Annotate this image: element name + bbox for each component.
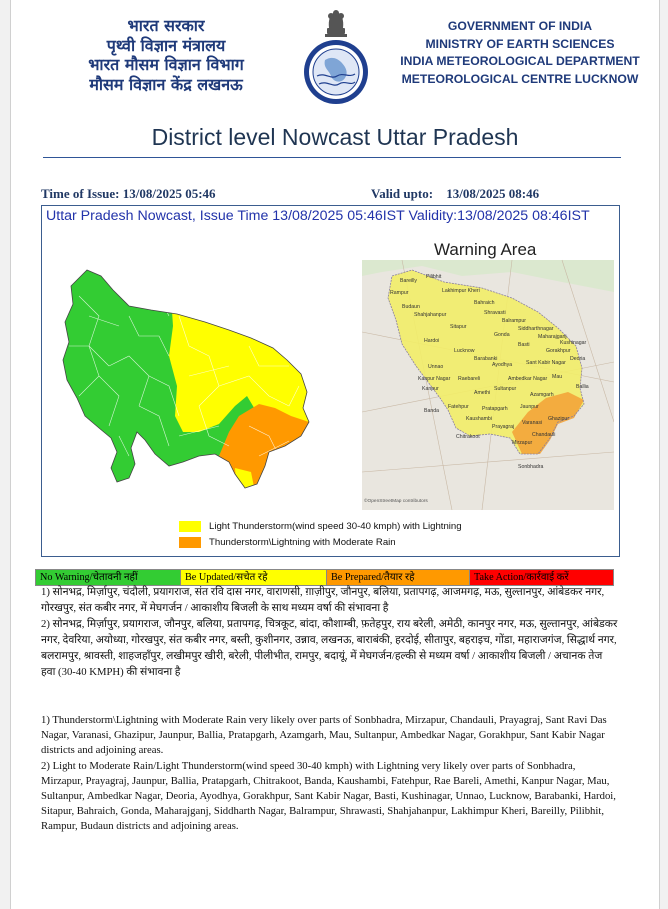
- map-legend: [179, 519, 462, 551]
- inset-label: Ghazipur: [548, 416, 570, 422]
- inset-label: Pratapgarh: [482, 406, 508, 412]
- inset-label: Jaunpur: [520, 404, 539, 410]
- inset-label: Lucknow: [454, 348, 475, 354]
- level-be-prepared: Be Prepared/तैयार रहे: [327, 570, 470, 585]
- inset-label: Ballia: [576, 384, 589, 390]
- hindi-forecast-para: 2) सोनभद्र, मिर्ज़ापुर, प्रयागराज, जौनपुर, बलिया, प्रतापगढ़, चित्रकूट, बांदा, कौशाम्बी, फ़तेहपुर, राय बरेली, अमेठी, कानपुर नगर, मऊ, सुल्तानपुर, आंबेडकर नगर, देवरिया, अयोध्या, गोरखपुर, संत कबीर नगर, बस्ती, कुशीनगर, उन्नाव, लखनऊ, बाराबंकी, हरदोई, सीतापुर, बहराइच, गोंडा, महाराजगंज, सिद्धार्थ नगर, बलरामपुर, श्रावस्ती, शाहजहाँपुर, लखीमपुर खीरी, बरेली, पीलीभीत, रामपुर, बदायूं, में मेघगर्जन/हल्की से मध्यम वर्षा / आकाशीय बिजली / अचानक तेज हवा (30-40 KMPH) की संभावना है: [41, 618, 618, 679]
- inset-label: Shravasti: [484, 310, 506, 316]
- inset-label: Budaun: [402, 304, 420, 310]
- up-district-map: [59, 256, 339, 501]
- inset-label: Chitrakoot: [456, 434, 480, 440]
- inset-label: Sultanpur: [494, 386, 517, 392]
- level-take-action: Take Action/कार्रवाई करें: [470, 570, 613, 585]
- title-underline: [43, 157, 621, 158]
- inset-label: Mirzapur: [512, 440, 533, 446]
- inset-label: Unnao: [428, 364, 444, 370]
- nowcast-heading: Uttar Pradesh Nowcast, Issue Time 13/08/2025 05:46IST Validity:13/08/2025 08:46IST: [46, 208, 590, 224]
- imd-emblem: [301, 6, 371, 112]
- legend-swatch-orange: [179, 537, 201, 548]
- english-header: [395, 18, 645, 88]
- document-page: [10, 0, 660, 909]
- inset-label: Bahraich: [474, 300, 495, 306]
- issue-time-label: Time of Issue:: [41, 186, 120, 201]
- english-forecast: [41, 713, 619, 835]
- inset-label: Gorakhpur: [546, 348, 571, 354]
- inset-label: Barabanki: [474, 356, 498, 362]
- legend-swatch-yellow: [179, 521, 201, 532]
- inset-label: Kushinagar: [560, 340, 587, 346]
- inset-label: Rampur: [390, 290, 409, 296]
- hindi-header-line: पृथ्वी विज्ञान मंत्रालय: [106, 35, 226, 55]
- inset-label: Basti: [518, 342, 530, 348]
- inset-label: Balrampur: [502, 318, 526, 324]
- hindi-forecast-para: 1) सोनभद्र, मिर्ज़ापुर, चंदौली, प्रयागराज, संत रवि दास नगर, वाराणसी, ग़ाज़ीपुर, जौनपुर, बलिया, प्रतापगढ़, आजमगढ़, मऊ, सुल्तानपुर, आंबेडकर नगर, गोरखपुर, संत कबीर नगर, में मेघगर्जन / आकाशीय बिजली के साथ मध्यम वर्षा की संभावना है: [41, 586, 605, 615]
- osm-attribution: ©OpenStreetMap contributors: [364, 499, 428, 504]
- legend-label: Thunderstorm\Lightning with Moderate Rain: [209, 536, 396, 548]
- inset-label: Fatehpur: [448, 404, 469, 410]
- inset-label: Sitapur: [450, 324, 467, 330]
- english-header-line: MINISTRY OF EARTH SCIENCES: [425, 36, 615, 51]
- level-no-warning: No Warning/चेतावनी नहीं: [36, 570, 181, 585]
- inset-label: Mau: [552, 374, 563, 380]
- inset-label: Ambedkar Nagar: [508, 376, 548, 382]
- inset-label: Raebareli: [458, 376, 481, 382]
- inset-label: Prayagraj: [492, 424, 515, 430]
- ashoka-lion-emblem: [325, 10, 347, 37]
- inset-label: Chandauli: [532, 432, 556, 438]
- inset-label: Azamgarh: [530, 392, 554, 398]
- inset-label: Maharajganj: [538, 334, 567, 340]
- hindi-forecast: [41, 584, 619, 681]
- valid-upto-label: Valid upto:: [371, 186, 434, 201]
- inset-label: Sonbhadra: [518, 464, 544, 470]
- inset-label: Gonda: [494, 332, 510, 338]
- valid-upto: [371, 186, 539, 202]
- hindi-header-line: मौसम विज्ञान केंद्र लखनऊ: [89, 74, 243, 94]
- issue-time-value: 13/08/2025 05:46: [122, 186, 216, 201]
- inset-label: Ayodhya: [492, 362, 513, 368]
- english-forecast-para: 1) Thunderstorm\Lightning with Moderate Rain very likely over parts of Sonbhadra, Mirzapur, Chandauli, Prayagraj, Sant Ravi Das Nagar, Varanasi, Ghazipur, Jaunpur, Ballia, Pratapgarh, Azamgarh, Mau, Sultanpur, Ambedkar Nagar, Gorakhpur, Sant Kabir Nagar districts and adjoining areas.: [41, 714, 607, 757]
- hindi-header: [61, 16, 271, 94]
- nowcast-panel: [41, 205, 620, 557]
- inset-label: Hardoi: [424, 338, 440, 344]
- inset-label: Lakhimpur Kheri: [442, 288, 480, 294]
- inset-label: Varanasi: [522, 420, 543, 426]
- inset-label: Kaushambi: [466, 416, 492, 422]
- inset-label: Bareilly: [400, 278, 418, 284]
- inset-label: Amethi: [474, 390, 491, 396]
- issue-time: [41, 186, 216, 202]
- english-header-line: INDIA METEOROLOGICAL DEPARTMENT: [400, 54, 640, 68]
- english-header-line: GOVERNMENT OF INDIA: [447, 19, 593, 33]
- inset-label: Banda: [424, 408, 440, 414]
- inset-label: Kanpur: [422, 386, 439, 392]
- legend-item: [179, 519, 462, 533]
- hindi-header-line: भारत सरकार: [127, 16, 205, 35]
- english-forecast-para: 2) Light to Moderate Rain/Light Thunderstorm(wind speed 30-40 kmph) with Lightning very likely over parts of Sonbhadra, Mirzapur, Prayagraj, Jaunpur, Ballia, Pratapgarh, Chitrakoot, Banda, Kaushambi, Fatehpur, Rae Bareli, Amethi, Kanpur Nagar, Mau, Sultanpur, Ambedkar Nagar, Deoria, Ayodhya, Gorakhpur, Sant Kabir Nagar, Basti, Kushinagar, Unnao, Lucknow, Barabanki, Hardoi, Sitapur, Bahraich, Gonda, Maharajganj, Siddharth Nagar, Balrampur, Shrawasti, Shahjahanpur, Lakhimpur Kheri, Bareilly, Pilibhit, Rampur, Budaun districts and adjoining areas.: [41, 759, 616, 833]
- inset-label: Sant Kabir Nagar: [526, 360, 566, 366]
- inset-label: Kanpur Nagar: [418, 376, 451, 382]
- level-be-updated: Be Updated/सचेत रहे: [181, 570, 327, 585]
- legend-item: [179, 535, 462, 549]
- legend-label: Light Thunderstorm(wind speed 30-40 kmph) with Lightning: [209, 520, 462, 532]
- page-title: District level Nowcast Uttar Pradesh: [151, 124, 519, 150]
- inset-label: Pilibhit: [426, 274, 442, 280]
- hindi-header-line: भारत मौसम विज्ञान विभाग: [88, 55, 244, 74]
- warning-area-map: [362, 232, 614, 510]
- inset-label: Shahjahanpur: [414, 312, 447, 318]
- warning-area-title: Warning Area: [434, 240, 537, 259]
- inset-label: Siddharthnagar: [518, 326, 554, 332]
- english-header-line: METEOROLOGICAL CENTRE LUCKNOW: [401, 71, 639, 86]
- inset-label: Deoria: [570, 356, 586, 362]
- valid-upto-value: 13/08/2025 08:46: [446, 186, 540, 201]
